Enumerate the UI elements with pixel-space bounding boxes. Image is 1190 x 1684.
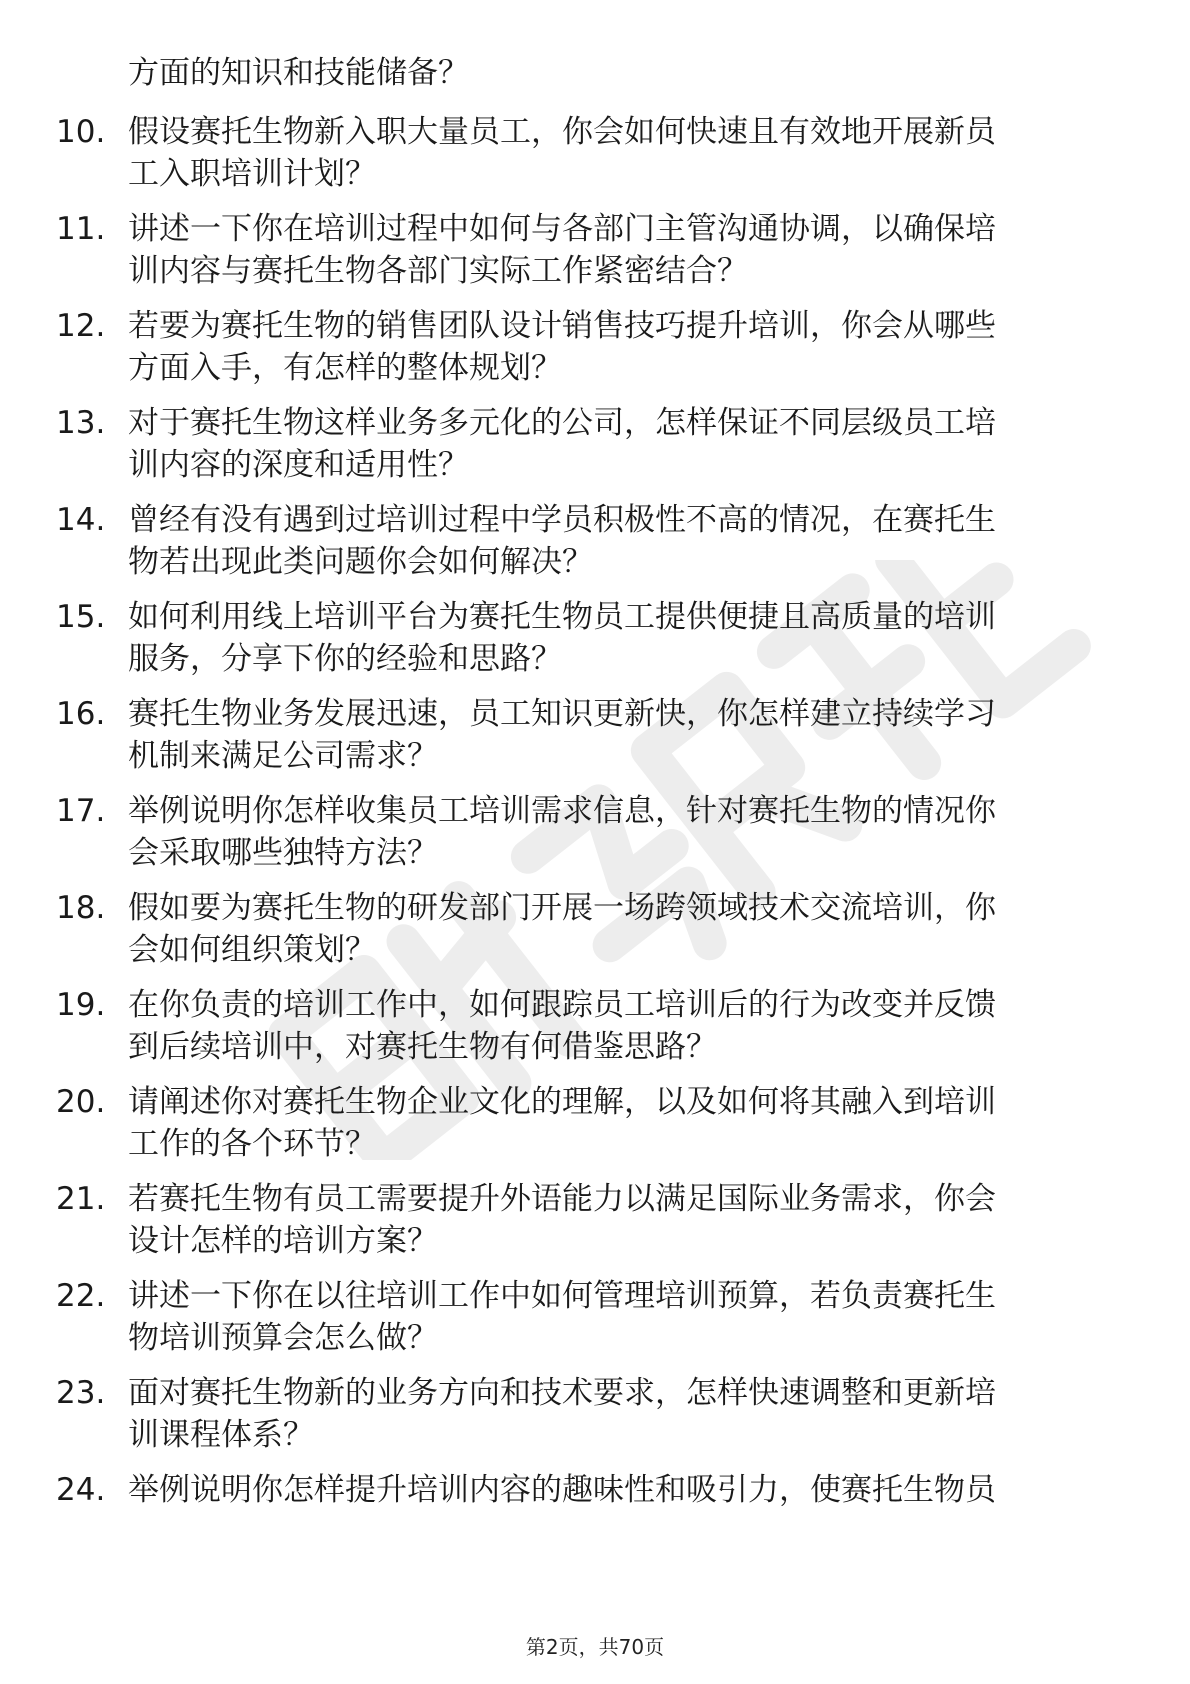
list-item xyxy=(0,984,1190,1076)
question-text-line: 举例说明你怎样提升培训内容的趣味性和吸引力，使赛托生物员 xyxy=(128,1472,996,1508)
question-text xyxy=(128,402,1118,486)
page-number-footer: 第2页，共70页 xyxy=(525,1635,665,1659)
question-text-line: 物若出现此类问题你会如何解决？ xyxy=(128,544,593,580)
question-text-line: 训内容的深度和适用性？ xyxy=(128,447,469,483)
question-number: 19. xyxy=(56,987,106,1023)
question-text xyxy=(128,887,1118,971)
question-text-line: 赛托生物业务发展迅速，员工知识更新快，你怎样建立持续学习 xyxy=(128,696,996,732)
list-item xyxy=(0,208,1190,300)
question-number: 11. xyxy=(56,211,106,247)
list-item xyxy=(0,1081,1190,1173)
question-text-line: 在你负责的培训工作中，如何跟踪员工培训后的行为改变并反馈 xyxy=(128,987,996,1023)
question-text-line: 如何利用线上培训平台为赛托生物员工提供便捷且高质量的培训 xyxy=(128,599,996,635)
question-text xyxy=(128,208,1118,292)
question-text-line: 物培训预算会怎么做？ xyxy=(128,1320,438,1356)
question-number: 17. xyxy=(56,793,106,829)
question-number: 20. xyxy=(56,1084,106,1120)
question-text-line: 工作的各个环节？ xyxy=(128,1126,376,1162)
question-text-line: 训课程体系？ xyxy=(128,1417,314,1453)
question-text-line: 方面入手，有怎样的整体规划？ xyxy=(128,350,562,386)
question-text-line: 机制来满足公司需求？ xyxy=(128,738,438,774)
question-number: 15. xyxy=(56,599,106,635)
question-number: 22. xyxy=(56,1278,106,1314)
question-text-line: 会如何组织策划？ xyxy=(128,932,376,968)
question-number: 12. xyxy=(56,308,106,344)
question-text-line: 讲述一下你在以往培训工作中如何管理培训预算，若负责赛托生 xyxy=(128,1278,996,1314)
question-text xyxy=(128,693,1118,777)
question-text-line: 会采取哪些独特方法？ xyxy=(128,835,438,871)
question-text-line: 举例说明你怎样收集员工培训需求信息，针对赛托生物的情况你 xyxy=(128,793,996,829)
question-text-line: 设计怎样的培训方案？ xyxy=(128,1223,438,1259)
question-text-line: 对于赛托生物这样业务多元化的公司，怎样保证不同层级员工培 xyxy=(128,405,996,441)
question-number: 16. xyxy=(56,696,106,732)
list-item xyxy=(0,1275,1190,1367)
question-text-line: 训内容与赛托生物各部门实际工作紧密结合？ xyxy=(128,253,748,289)
question-number: 18. xyxy=(56,890,106,926)
list-item xyxy=(0,1469,1190,1561)
question-text-line: 请阐述你对赛托生物企业文化的理解，以及如何将其融入到培训 xyxy=(128,1084,996,1120)
list-item xyxy=(0,887,1190,979)
question-text xyxy=(128,790,1118,874)
question-text xyxy=(128,1469,1118,1511)
list-item xyxy=(0,596,1190,688)
question-number: 21. xyxy=(56,1181,106,1217)
question-number: 13. xyxy=(56,405,106,441)
question-text-line: 若赛托生物有员工需要提升外语能力以满足国际业务需求，你会 xyxy=(128,1181,996,1217)
question-text-line: 若要为赛托生物的销售团队设计销售技巧提升培训，你会从哪些 xyxy=(128,308,996,344)
question-text-line: 服务，分享下你的经验和思路？ xyxy=(128,641,562,677)
list-item xyxy=(0,1178,1190,1270)
list-item xyxy=(0,693,1190,785)
continuation-line: 方面的知识和技能储备？ xyxy=(128,55,469,91)
question-text xyxy=(128,1275,1118,1359)
question-number: 24. xyxy=(56,1472,106,1508)
question-text-line: 讲述一下你在培训过程中如何与各部门主管沟通协调，以确保培 xyxy=(128,211,996,247)
question-text xyxy=(128,1178,1118,1262)
question-text-line: 假设赛托生物新入职大量员工，你会如何快速且有效地开展新员 xyxy=(128,114,996,150)
list-item xyxy=(0,402,1190,494)
question-text xyxy=(128,305,1118,389)
question-text-line: 曾经有没有遇到过培训过程中学员积极性不高的情况，在赛托生 xyxy=(128,502,996,538)
question-number: 14. xyxy=(56,502,106,538)
list-item xyxy=(0,1372,1190,1464)
question-number: 10. xyxy=(56,114,106,150)
list-item xyxy=(0,111,1190,203)
list-item xyxy=(0,499,1190,591)
question-text-line: 到后续培训中，对赛托生物有何借鉴思路？ xyxy=(128,1029,717,1065)
list-item xyxy=(0,790,1190,882)
question-text xyxy=(128,596,1118,680)
question-text xyxy=(128,1372,1118,1456)
question-text xyxy=(128,499,1118,583)
question-text-line: 面对赛托生物新的业务方向和技术要求，怎样快速调整和更新培 xyxy=(128,1375,996,1411)
question-text xyxy=(128,1081,1118,1165)
question-text-line: 工入职培训计划？ xyxy=(128,156,376,192)
question-text xyxy=(128,984,1118,1068)
question-text xyxy=(128,111,1118,195)
list-item xyxy=(0,305,1190,397)
question-text-line: 假如要为赛托生物的研发部门开展一场跨领域技术交流培训，你 xyxy=(128,890,996,926)
question-number: 23. xyxy=(56,1375,106,1411)
